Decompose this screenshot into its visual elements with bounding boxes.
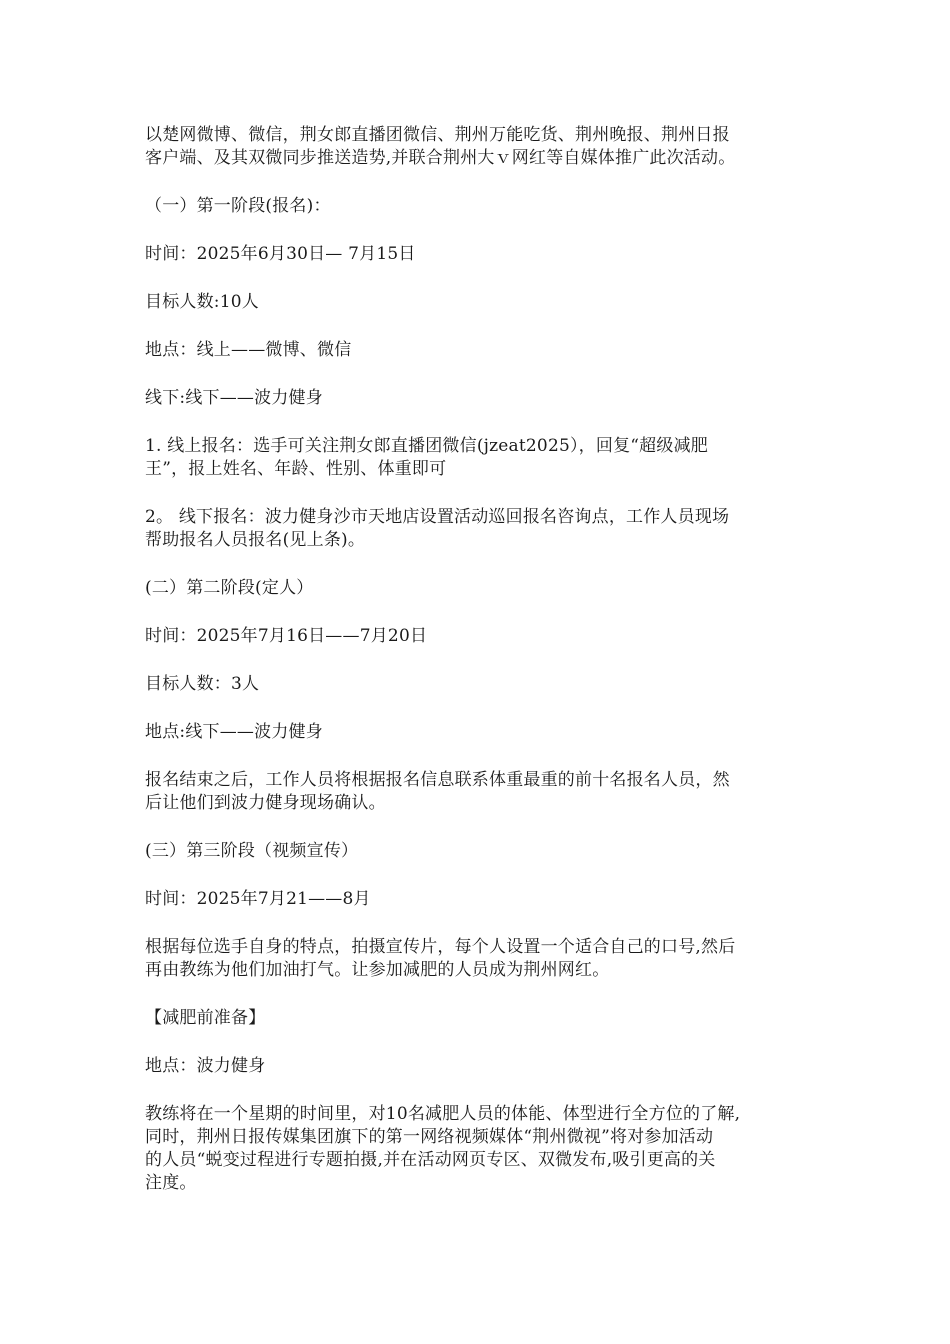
text-line: 时间：2025年7月16日——7月20日 — [145, 626, 428, 646]
text-line: 【减肥前准备】 — [145, 1008, 266, 1028]
text-line: 以楚网微博、微信，荆女郎直播团微信、荆州万能吃货、荆州晚报、荆州日报 — [145, 125, 730, 145]
document-page — [145, 124, 810, 1220]
text-line: (二）第二阶段(定人） — [145, 578, 314, 598]
stage-1-location-offline — [145, 387, 810, 410]
stage-3-time — [145, 888, 810, 911]
text-line: 目标人数:10人 — [145, 292, 259, 312]
stage-2-time — [145, 625, 810, 648]
text-line: 再由教练为他们加油打气。让参加减肥的人员成为荆州网红。 — [145, 960, 610, 980]
text-line: 注度。 — [145, 1173, 197, 1193]
text-line: 2。 线下报名：波力健身沙市天地店设置活动巡回报名咨询点，工作人员现场 — [145, 507, 730, 527]
text-line: 的人员“蜕变过程进行专题拍摄,并在活动网页专区、双微发布,吸引更高的关 — [145, 1150, 716, 1170]
text-line: 地点：线上——微博、微信 — [145, 340, 352, 360]
preparation-location — [145, 1055, 810, 1078]
offline-registration — [145, 506, 810, 552]
stage-2-description — [145, 769, 810, 815]
text-line: 1. 线上报名：选手可关注荆女郎直播团微信(jzeat2025），回复“超级减肥 — [145, 436, 708, 456]
online-registration — [145, 435, 810, 481]
section-heading-stage-2 — [145, 577, 810, 600]
text-line: 王”，报上姓名、年龄、性别、体重即可 — [145, 459, 447, 479]
stage-1-time — [145, 243, 810, 266]
section-heading-stage-3 — [145, 840, 810, 863]
text-line: 线下:线下——波力健身 — [145, 388, 323, 408]
text-line: (三）第三阶段（视频宣传） — [145, 841, 359, 861]
text-line: 时间：2025年6月30日— 7月15日 — [145, 244, 416, 264]
text-line: 帮助报名人员报名(见上条)。 — [145, 530, 366, 550]
stage-2-location — [145, 721, 810, 744]
text-line: 地点：波力健身 — [145, 1056, 266, 1076]
section-heading-preparation — [145, 1007, 810, 1030]
section-heading-stage-1 — [145, 195, 810, 218]
text-line: 根据每位选手自身的特点，拍摄宣传片，每个人设置一个适合自己的口号,然后 — [145, 937, 736, 957]
text-line: 后让他们到波力健身现场确认。 — [145, 793, 386, 813]
text-line: 报名结束之后，工作人员将根据报名信息联系体重最重的前十名报名人员，然 — [145, 770, 730, 790]
stage-1-location-online — [145, 339, 810, 362]
text-line: 地点:线下——波力健身 — [145, 722, 323, 742]
text-line: 同时，荆州日报传媒集团旗下的第一网络视频媒体“荆州微视”将对参加活动 — [145, 1127, 714, 1147]
text-line: 时间：2025年7月21——8月 — [145, 889, 371, 909]
stage-1-target — [145, 291, 810, 314]
text-line: 目标人数：3人 — [145, 674, 260, 694]
preparation-description — [145, 1103, 810, 1195]
paragraph-promotion — [145, 124, 810, 170]
text-line: 教练将在一个星期的时间里，对10名减肥人员的体能、体型进行全方位的了解, — [145, 1104, 741, 1124]
text-line: （一）第一阶段(报名)： — [145, 196, 331, 216]
stage-3-description — [145, 936, 810, 982]
text-line: 客户端、及其双微同步推送造势,并联合荆州大ｖ网红等自媒体推广此次活动。 — [145, 148, 736, 168]
stage-2-target — [145, 673, 810, 696]
